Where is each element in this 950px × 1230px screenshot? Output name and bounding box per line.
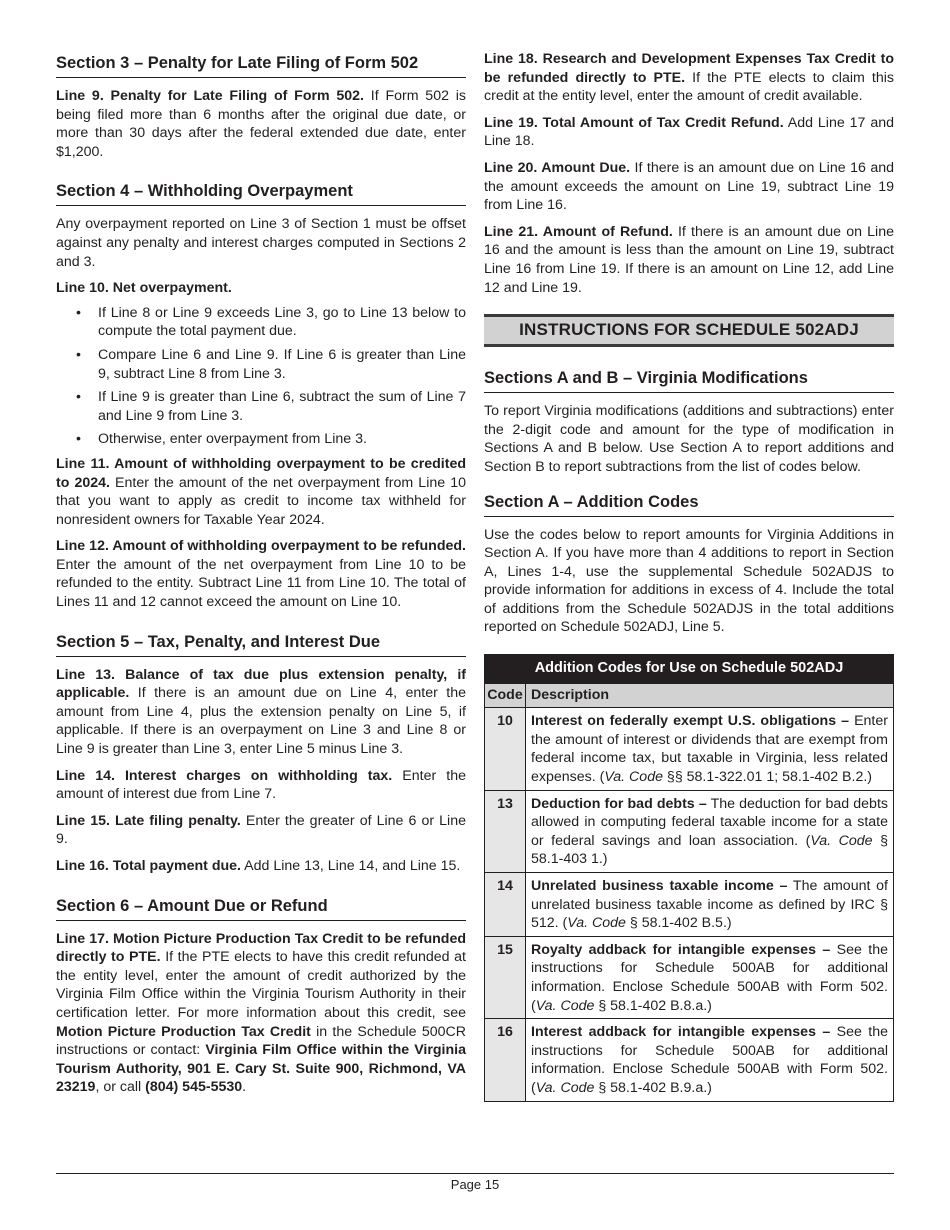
section-4-heading: Section 4 – Withholding Overpayment bbox=[56, 178, 466, 206]
line-13-paragraph: Line 13. Balance of tax due plus extension penalty, if applicable. If there is an amount due on Line 4, enter the amount from Line 4, plus the extension penalty on Line 5, if applicable. If there is an overpayment on Line 3 and Line 8 or Line 9 is greater than Line 3, enter Line 5 minus Line 3. bbox=[56, 666, 466, 758]
code-cell: 16 bbox=[485, 1019, 526, 1101]
table-row bbox=[485, 1019, 894, 1101]
line-16-paragraph: Line 16. Total payment due. Add Line 13, Line 14, and Line 15. bbox=[56, 858, 461, 874]
table-row bbox=[485, 873, 894, 937]
right-column bbox=[484, 50, 894, 1102]
list-item: • Compare Line 6 and Line 9. If Line 6 is greater than Line 9, subtract Line 8 from Line 3. bbox=[76, 346, 466, 382]
section-5-heading: Section 5 – Tax, Penalty, and Interest Due bbox=[56, 629, 466, 657]
section-4-intro: Any overpayment reported on Line 3 of Section 1 must be offset against any penalty and interest charges computed in Sections 2 and 3. bbox=[56, 216, 466, 270]
line-17-paragraph: Line 17. Motion Picture Production Tax Credit to be refunded directly to PTE. If the PTE elects to have this credit refunded at the entity level, enter the amount of credit authorized by the Virginia Film Office within the Virginia Tourism Authority in their certification letter. For more information about this credit, see Motion Picture Production Tax Credit in the Schedule 500CR instructions or contact: Virginia Film Office within the Virginia Tourism Authority, 901 E. Cary St. Suite 900, Richmond, VA 23219, or call (804) 545-5530. bbox=[56, 930, 467, 1096]
description-cell: Interest on federally exempt U.S. obligations – Enter the amount of interest or dividends that are exempt from federal income tax, but taxable in Virginia, less related expenses. (Va. Code §§ 58.1-322.01 1; 58.1-402 B.2.) bbox=[526, 708, 894, 790]
line-10-bullets bbox=[56, 304, 466, 449]
code-cell: 14 bbox=[485, 873, 526, 937]
line-19-paragraph: Line 19. Total Amount of Tax Credit Refund. Add Line 17 and Line 18. bbox=[484, 114, 894, 150]
list-item: • If Line 8 or Line 9 exceeds Line 3, go to Line 13 below to compute the total payment due. bbox=[76, 304, 466, 340]
line-18-paragraph: Line 18. Research and Development Expenses Tax Credit to be refunded directly to PTE. If the PTE elects to claim this credit at the entity level, enter the amount of credit available. bbox=[484, 51, 894, 105]
column-header-description: Description bbox=[526, 683, 894, 708]
line-12-paragraph: Line 12. Amount of withholding overpayment to be refunded. Enter the amount of the net overpayment from Line 10 to be refunded to the entity. Subtract Line 11 from Line 10. The total of Lines 11 and 12 cannot exceed the amount on Line 10. bbox=[56, 538, 466, 611]
sections-a-b-text: To report Virginia modifications (additions and subtractions) enter the 2-digit code and amount for the type of modification in Sections A and B below. Use Section A to report additions and Section B to report subtractions from the list of codes below. bbox=[484, 403, 894, 475]
line-9-paragraph: Line 9. Penalty for Late Filing of Form 502. If Form 502 is being filed more than 6 months after the original due date, or more than 30 days after the federal extended due date, enter $1,200. bbox=[56, 88, 466, 160]
page-number: Page 15 bbox=[450, 1177, 500, 1192]
line-14-paragraph: Line 14. Interest charges on withholding tax. Enter the amount of interest due from Line 7. bbox=[56, 767, 466, 803]
description-cell: Unrelated business taxable income – The amount of unrelated business taxable income as defined by IRC § 512. (Va. Code § 58.1-402 B.5.) bbox=[526, 873, 894, 937]
section-a-heading: Section A – Addition Codes bbox=[484, 489, 894, 517]
line-10-paragraph: Line 10. Net overpayment. bbox=[56, 280, 232, 297]
column-header-code: Code bbox=[485, 683, 526, 708]
line-20-paragraph: Line 20. Amount Due. If there is an amount due on Line 16 and the amount exceeds the amount on Line 19, subtract Line 19 from Line 16. bbox=[484, 159, 894, 214]
schedule-502adj-banner: INSTRUCTIONS FOR SCHEDULE 502ADJ bbox=[484, 314, 894, 347]
section-3-heading: Section 3 – Penalty for Late Filing of Form 502 bbox=[56, 50, 466, 78]
description-cell: Deduction for bad debts – The deduction for bad debts allowed in computing federal taxable income for a state or federal savings and loan association. (Va. Code § 58.1-403 1.) bbox=[526, 790, 894, 872]
section-a-text: Use the codes below to report amounts for Virginia Additions in Section A. If you have more than 4 additions to report in Section A, Lines 1-4, use the supplemental Schedule 502ADJS to provide information for additions in excess of 4. Include the total of additions from the Schedule 502ADJS in the total additions reported on Schedule 502ADJ, Line 5. bbox=[484, 526, 894, 636]
addition-codes-table bbox=[484, 654, 894, 1101]
line-11-paragraph: Line 11. Amount of withholding overpayment to be credited to 2024. Enter the amount of the net overpayment from Line 10 that you want to apply as credit to income tax withheld for nonresident owners for Taxable Year 2024. bbox=[56, 455, 466, 528]
list-item: • Otherwise, enter overpayment from Line 3. bbox=[76, 431, 367, 448]
code-cell: 13 bbox=[485, 790, 526, 872]
table-row bbox=[485, 708, 894, 790]
left-column bbox=[56, 50, 466, 1105]
list-item: • If Line 9 is greater than Line 6, subtract the sum of Line 7 and Line 9 from Line 3. bbox=[76, 389, 466, 424]
sections-a-b-heading: Sections A and B – Virginia Modifications bbox=[484, 365, 894, 393]
footer-divider bbox=[56, 1173, 894, 1174]
table-row bbox=[485, 936, 894, 1018]
line-21-paragraph: Line 21. Amount of Refund. If there is an amount due on Line 16 and the amount is less than the amount on Line 19, subtract Line 16 from Line 19. If there is an amount on Line 12, add Line 12 and Line 19. bbox=[484, 223, 894, 296]
section-6-heading: Section 6 – Amount Due or Refund bbox=[56, 893, 466, 921]
table-row bbox=[485, 790, 894, 872]
code-cell: 10 bbox=[485, 708, 526, 790]
description-cell: Interest addback for intangible expenses – See the instructions for Schedule 500AB for additional information. Enclose Schedule 500AB with Form 502. (Va. Code § 58.1-402 B.9.a.) bbox=[526, 1019, 894, 1101]
line-15-paragraph: Line 15. Late filing penalty. Enter the greater of Line 6 or Line 9. bbox=[56, 812, 466, 848]
description-cell: Royalty addback for intangible expenses – See the instructions for Schedule 500AB for additional information. Enclose Schedule 500AB with Form 502. (Va. Code § 58.1-402 B.8.a.) bbox=[526, 936, 894, 1018]
code-cell: 15 bbox=[485, 936, 526, 1018]
table-title: Addition Codes for Use on Schedule 502ADJ bbox=[485, 655, 894, 684]
